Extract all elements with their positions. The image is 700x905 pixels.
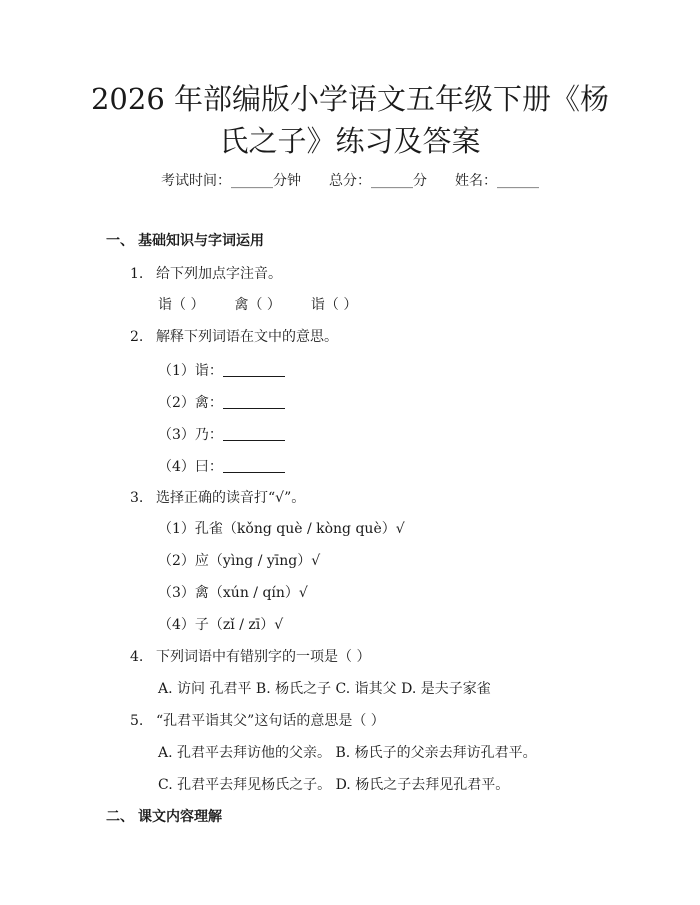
option-item: 禽（ ） xyxy=(234,297,281,313)
section-number: 二、 xyxy=(106,809,134,825)
question-2 xyxy=(130,326,338,346)
question-5-options-row1: A. 孔君平去拜访他的父亲。 B. 杨氏子的父亲去拜访孔君平。 xyxy=(158,745,537,761)
answer-blank[interactable] xyxy=(223,427,285,441)
section-label: 基础知识与字词运用 xyxy=(138,233,264,249)
question-2-item xyxy=(158,456,285,476)
question-5-options-row2: C. 孔君平去拜见杨氏之子。 D. 杨氏之子去拜见孔君平。 xyxy=(158,777,510,793)
question-1 xyxy=(130,263,282,283)
option-item: 诣（ ） xyxy=(310,297,358,313)
question-3-item: （3）禽（xún / qín）√ xyxy=(158,585,308,601)
option-item: 诣（ ） xyxy=(158,297,205,313)
question-3-item: （2）应（yìng / yīng）√ xyxy=(158,553,321,569)
question-5 xyxy=(130,710,385,730)
question-3 xyxy=(130,487,305,507)
item-label: （2）禽： xyxy=(158,395,223,411)
document-title: 2026 年部编版小学语文五年级下册《杨氏之子》练习及答案 xyxy=(90,82,610,158)
question-number: 2. xyxy=(130,329,144,345)
question-3-item: （4）子（zǐ / zī）√ xyxy=(158,617,284,633)
exam-time: 考试时间：______分钟 xyxy=(161,173,301,189)
question-2-item xyxy=(158,360,285,380)
question-4-options: A. 访问 孔君平 B. 杨氏之子 C. 诣其父 D. 是夫子家雀 xyxy=(158,681,491,697)
answer-blank[interactable] xyxy=(223,395,285,409)
section-label: 课文内容理解 xyxy=(138,809,222,825)
item-label: （4）曰： xyxy=(158,459,223,475)
question-text: 下列词语中有错别字的一项是（ ） xyxy=(156,649,371,665)
question-text: 解释下列词语在文中的意思。 xyxy=(156,329,338,345)
question-text: 给下列加点字注音。 xyxy=(156,266,282,282)
student-name: 姓名：______ xyxy=(455,173,539,189)
item-label: （3）乃： xyxy=(158,427,223,443)
total-score: 总分：______分 xyxy=(329,173,427,189)
answer-blank[interactable] xyxy=(223,363,285,377)
question-1-options xyxy=(158,294,387,314)
question-number: 5. xyxy=(130,713,144,729)
question-4 xyxy=(130,646,370,666)
question-number: 4. xyxy=(130,649,144,665)
section-heading-2 xyxy=(106,806,222,826)
item-label: （1）诣： xyxy=(158,363,223,379)
section-heading-1 xyxy=(106,230,264,250)
question-2-item xyxy=(158,392,285,412)
answer-blank[interactable] xyxy=(223,459,285,473)
question-text: 选择正确的读音打“√”。 xyxy=(156,490,306,506)
section-number: 一、 xyxy=(106,233,134,249)
question-text: “孔君平诣其父”这句话的意思是（ ） xyxy=(156,713,385,729)
question-number: 1. xyxy=(130,266,144,282)
question-number: 3. xyxy=(130,490,144,506)
exam-meta xyxy=(0,170,700,190)
question-2-item xyxy=(158,424,285,444)
question-3-item: （1）孔雀（kǒng què / kòng què）√ xyxy=(158,521,405,537)
